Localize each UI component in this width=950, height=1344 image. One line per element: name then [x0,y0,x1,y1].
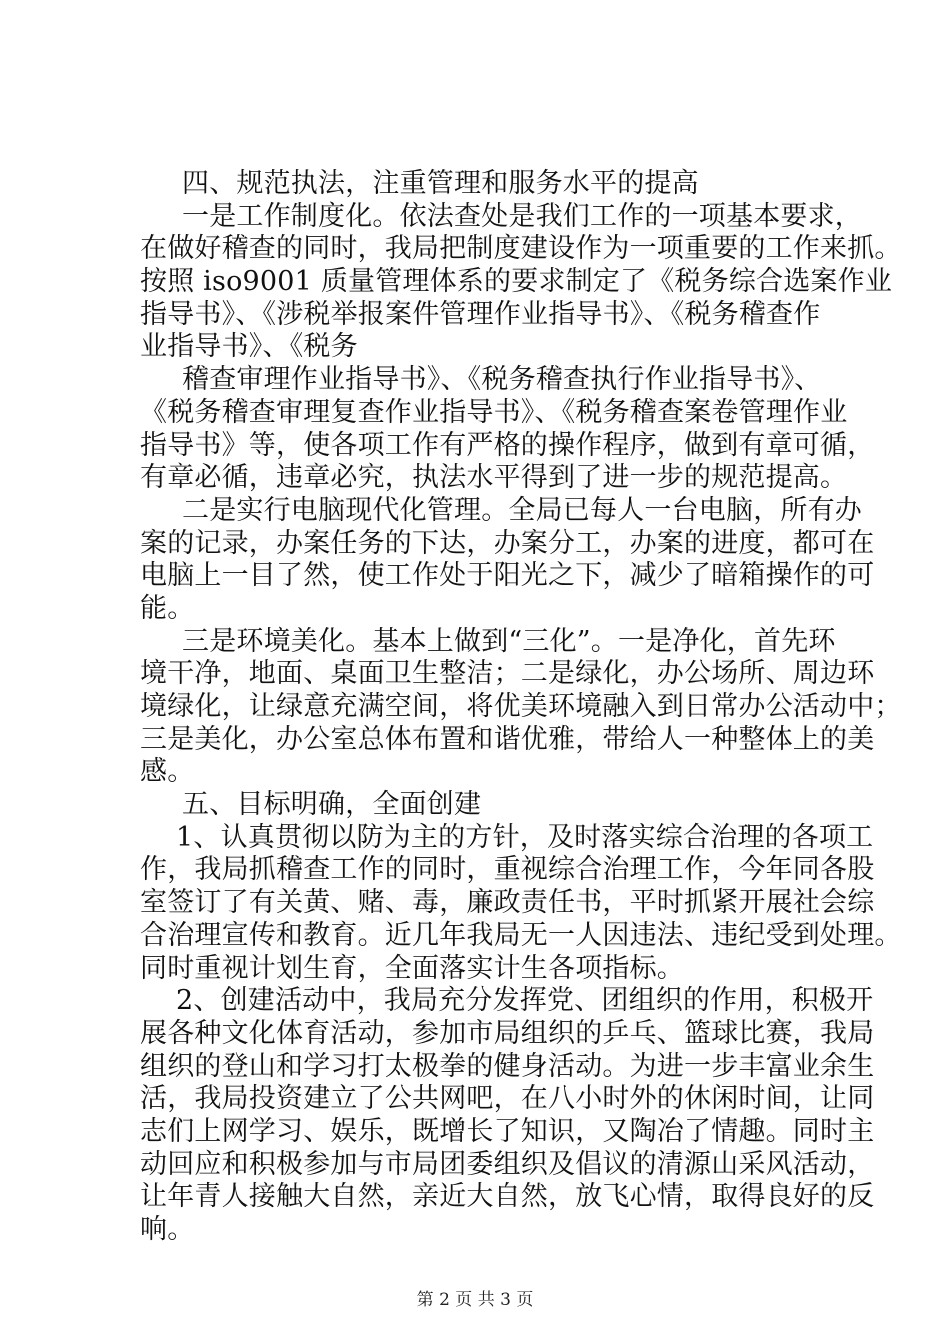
paragraph-line: 响。 [140,1214,195,1245]
paragraph-line: 有章必循，违章必究，执法水平得到了进一步的规范提高。 [140,462,848,494]
page-number-footer: 第 2 页 共 3 页 [416,1290,534,1310]
paragraph-line: 境干净，地面、桌面卫生整洁；二是绿化，办公场所、周边环 [140,658,875,690]
paragraph-line: 让年青人接触大自然，亲近大自然，放飞心情，取得良好的反 [140,1181,875,1213]
paragraph-line: 同时重视计划生育，全面落实计生各项指标。 [140,952,684,984]
paragraph-line: 一是工作制度化。依法查处是我们工作的一项基本要求， [182,200,862,232]
section-heading-4: 四、规范执法，注重管理和服务水平的提高 [182,168,699,199]
paragraph-line: 案的记录，办案任务的下达，办案分工，办案的进度，都可在 [140,527,875,559]
paragraph-line: 在做好稽查的同时，我局把制度建设作为一项重要的工作来抓。 [140,233,902,265]
paragraph-line: 三是环境美化。基本上做到“三化”。一是净化，首先环 [182,625,836,657]
paragraph-line: 稽查审理作业指导书》、《税务稽查执行作业指导书》、 [182,364,822,396]
paragraph-line: 动回应和积极参加与市局团委组织及倡议的清源山采风活动， [140,1148,875,1180]
paragraph-line: 合治理宣传和教育。近几年我局无一人因违法、违纪受到处理。 [140,919,902,951]
paragraph-line: 2、创建活动中，我局充分发挥党、团组织的作用，积极开 [176,985,874,1017]
paragraph-line: 按照 iso9001 质量管理体系的要求制定了《税务综合选案作业 [140,266,893,298]
paragraph-line: 指导书》、《涉税举报案件管理作业指导书》、《税务稽查作 [140,298,821,330]
section-heading-5: 五、目标明确，全面创建 [182,789,482,821]
paragraph-line: 指导书》等，使各项工作有严格的操作程序，做到有章可循， [140,429,875,461]
paragraph-line: 《税务稽查审理复查作业指导书》、《税务稽查案卷管理作业 [140,396,848,428]
paragraph-line: 感。 [140,756,195,788]
paragraph-line: 组织的登山和学习打太极拳的健身活动。为进一步丰富业余生 [140,1050,875,1082]
paragraph-line: 室签订了有关黄、赌、毒，廉政责任书，平时抓紧开展社会综 [140,887,875,919]
paragraph-line: 活，我局投资建立了公共网吧，在八小时外的休闲时间，让同 [140,1083,875,1115]
paragraph-line: 1、认真贯彻以防为主的方针，及时落实综合治理的各项工 [176,821,874,853]
paragraph-line: 业指导书》、《税务 [140,331,358,363]
paragraph-line: 电脑上一目了然，使工作处于阳光之下，减少了暗箱操作的可 [140,560,875,592]
paragraph-line: 二是实行电脑现代化管理。全局已每人一台电脑，所有办 [182,494,862,526]
paragraph-line: 三是美化，办公室总体布置和谐优雅，带给人一种整体上的美 [140,723,875,755]
paragraph-line: 能。 [140,592,195,624]
paragraph-line: 志们上网学习、娱乐，既增长了知识，又陶冶了情趣。同时主 [140,1115,875,1147]
document-body [140,168,902,1247]
paragraph-line: 作，我局抓稽查工作的同时，重视综合治理工作，今年同各股 [140,854,875,886]
paragraph-line: 境绿化，让绿意充满空间，将优美环境融入到日常办公活动中； [140,691,902,722]
paragraph-line: 展各种文化体育活动，参加市局组织的乒乓、篮球比赛，我局 [140,1017,875,1049]
